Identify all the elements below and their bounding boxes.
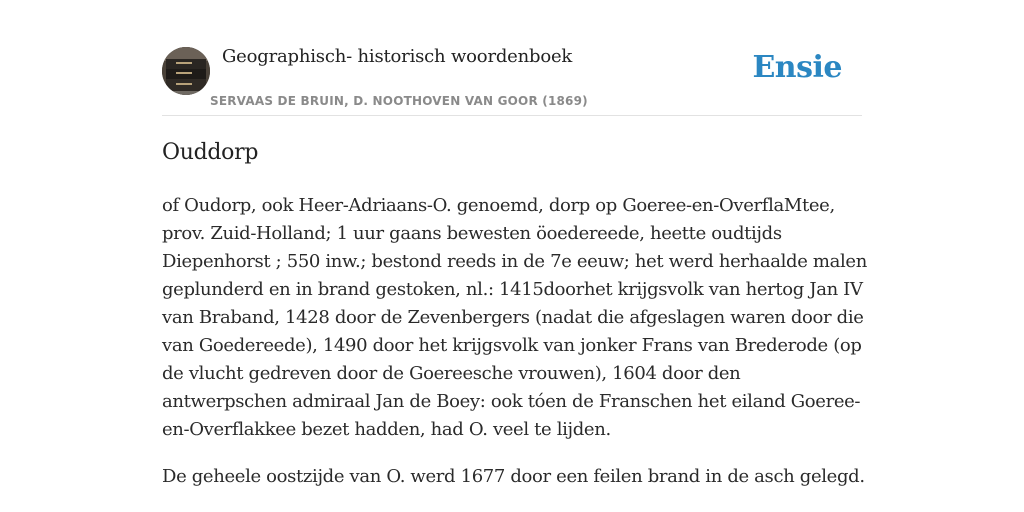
book-title[interactable]: Geographisch- historisch woordenboek — [222, 46, 573, 67]
book-header — [162, 0, 862, 116]
book-author: SERVAAS DE BRUIN, D. NOOTHOVEN VAN GOOR (1869) — [210, 94, 588, 108]
entry-body — [162, 192, 867, 510]
ensie-logo[interactable]: Ensie — [752, 50, 842, 85]
entry-title: Ouddorp — [162, 140, 259, 165]
book-cover-avatar[interactable] — [162, 47, 210, 95]
book-cover-icon — [162, 47, 210, 95]
entry-paragraph: of Oudorp, ook Heer-Adriaans-O. genoemd, dorp op Goeree-en-OverflaMtee, prov. Zuid-Holland; 1 uur gaans bewesten öoedereede, heette oudtijds Diepenhorst ; 550 inw.; bestond reeds in de 7e eeuw; het werd herhaalde malen geplunderd en in brand gestoken, nl.: 1415doorhet krijgsvolk van hertog Jan IV van Braband, 1428 door de Zevenbergers (nadat die afgeslagen waren door die van Goedereede), 1490 door het krijgsvolk van jonker Frans van Brederode (op de vlucht gedreven door de Goereesche vrouwen), 1604 door den antwerpschen admiraal Jan de Boey: ook tóen de Franschen het eiland Goeree-en-Overflakkee bezet hadden, had O. veel te lijden. — [162, 195, 867, 440]
page-container — [162, 0, 867, 487]
entry-paragraph: De geheele oostzijde van O. werd 1677 door een feilen brand in de asch gelegd. — [162, 466, 865, 487]
